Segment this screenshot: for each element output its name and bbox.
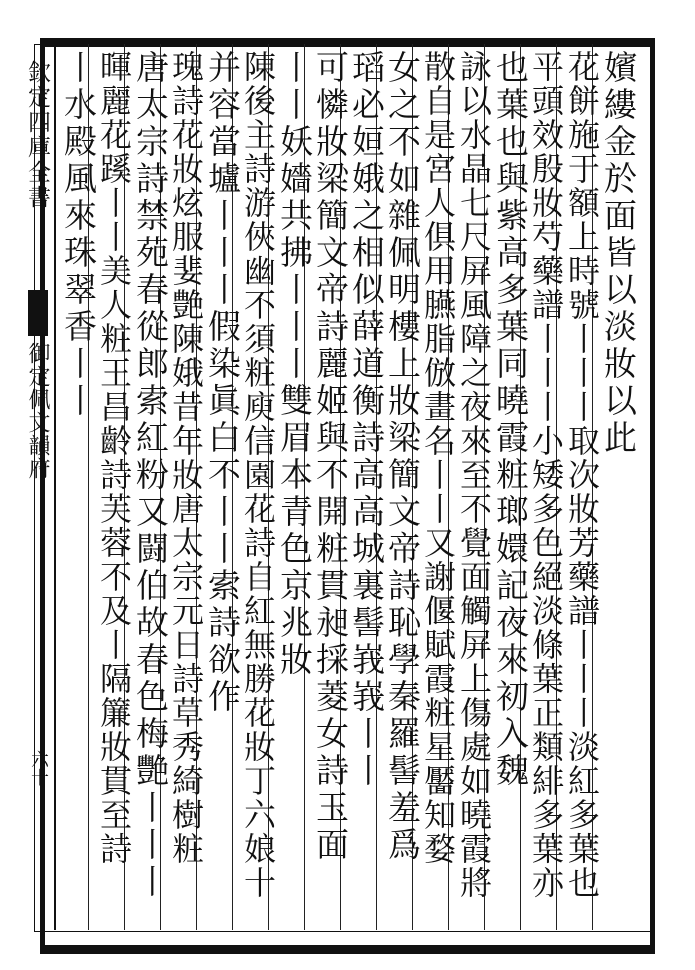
- text-column: 陳後主詩游俠幽不須粧庾信園花詩自紅無勝花妝丁六娘十: [239, 50, 277, 900]
- text-column: 丨水殿風來珠翠香丨丨: [59, 50, 98, 420]
- page-number: 六十: [28, 750, 49, 786]
- text-column: 花餅施于額上時號丨丨丨取次妝芳藥譜丨丨丨淡紅多葉也: [563, 50, 601, 900]
- book-title: 欽定四庫全書: [24, 60, 50, 210]
- side-margin: [22, 60, 52, 920]
- text-column: 瑰詩花妝炫服婓艶陳娥昔年妝唐太宗元日詩草秀綺樹粧: [167, 50, 205, 866]
- text-column: 可憐妝梁簡文帝詩麗姬與不開粧貫昶採菱女詩玉面: [311, 50, 350, 864]
- volume-title: 御定佩文韻府: [25, 342, 50, 480]
- margin-rule: [54, 44, 56, 930]
- text-column: 平頭效殷妝芍藥譜丨丨丨小矮多色絕淡條葉正類緋多葉亦: [527, 50, 565, 900]
- text-column: 詠以水晶七尺屏風障之夜來至不覺面觸屏上傷處如曉霞將: [455, 50, 493, 900]
- text-column: 唐太宗詩禁苑春從郎索紅粉又闘伯故春色梅艷丨丨丨: [131, 50, 170, 901]
- fish-tail-mark: [28, 290, 48, 336]
- text-column: 女之不如雜佩明樓上妝梁簡文帝詩恥學秦羅髻羞爲: [383, 50, 422, 864]
- text-column: 也葉也與紫高多葉同曉霞粧瑯嬛記夜來初入魏: [491, 50, 530, 790]
- text-column: 丨丨妖嬙共拂丨丨丨雙眉本青色京兆妝: [275, 50, 314, 679]
- text-column: 散自是宮人俱用臙脂倣畫名丨丨又謝偃賦霞粧星靨知婺: [419, 50, 457, 866]
- text-column: 瑫必姮娥之相似薛道衡詩高高城裏髻峩峩丨丨: [347, 50, 386, 790]
- text-column: 暉麗花蹊丨丨美人粧王昌齡詩芙蓉不及丨隔簾妝貫至詩: [95, 50, 133, 866]
- text-column: 并容當壚丨丨丨假染眞白不丨丨索詩欲作: [203, 50, 242, 716]
- text-column: 嬪縷金於面皆以淡妝以此: [599, 50, 638, 457]
